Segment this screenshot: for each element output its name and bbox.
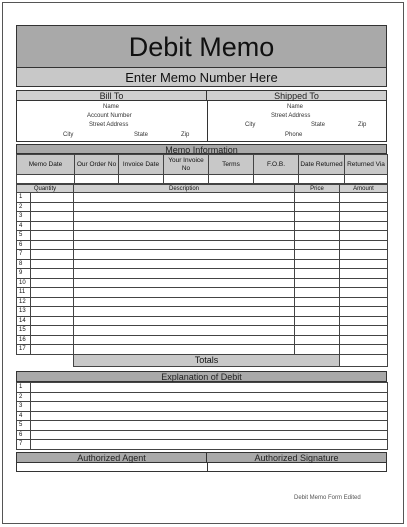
description-cell[interactable] <box>74 269 295 279</box>
item-row-number: 4 <box>17 221 31 231</box>
description-cell[interactable] <box>74 288 295 298</box>
price-cell[interactable] <box>295 335 340 345</box>
item-row-number: 6 <box>17 240 31 250</box>
price-cell[interactable] <box>295 307 340 317</box>
price-cell[interactable] <box>295 297 340 307</box>
our-order-cell[interactable] <box>75 175 119 184</box>
price-cell[interactable] <box>295 250 340 260</box>
terms-cell[interactable] <box>209 175 254 184</box>
description-cell[interactable] <box>74 307 295 317</box>
explanation-table <box>16 382 388 450</box>
authorized-agent-label: Authorized Agent <box>17 453 207 463</box>
quantity-cell[interactable] <box>31 259 74 269</box>
address-divider <box>207 101 208 141</box>
quantity-cell[interactable] <box>31 212 74 222</box>
explanation-row <box>17 392 388 402</box>
bill-zip-label: Zip <box>181 132 190 138</box>
explanation-cell[interactable] <box>31 430 388 440</box>
terms-header: Terms <box>209 155 254 175</box>
quantity-cell[interactable] <box>31 231 74 241</box>
item-row-number: 16 <box>17 335 31 345</box>
item-row <box>17 250 388 260</box>
explanation-row-number: 4 <box>17 411 31 421</box>
returned-via-cell[interactable] <box>345 175 388 184</box>
item-row <box>17 297 388 307</box>
price-cell[interactable] <box>295 240 340 250</box>
description-cell[interactable] <box>74 345 295 355</box>
item-row <box>17 202 388 212</box>
explanation-row <box>17 430 388 440</box>
address-section <box>16 90 387 142</box>
price-cell[interactable] <box>295 231 340 241</box>
explanation-row <box>17 402 388 412</box>
description-cell[interactable] <box>74 231 295 241</box>
explanation-section <box>16 371 387 450</box>
quantity-cell[interactable] <box>31 326 74 336</box>
price-cell[interactable] <box>295 193 340 203</box>
item-row <box>17 335 388 345</box>
explanation-cell[interactable] <box>31 421 388 431</box>
explanation-row-number: 2 <box>17 392 31 402</box>
amount-cell[interactable] <box>340 212 388 222</box>
authorized-signature-label: Authorized Signature <box>207 453 386 463</box>
description-cell[interactable] <box>74 326 295 336</box>
explanation-row <box>17 383 388 393</box>
price-cell[interactable] <box>295 288 340 298</box>
price-cell[interactable] <box>295 345 340 355</box>
memo-info-heading: Memo Information <box>16 144 387 154</box>
memo-date-cell[interactable] <box>17 175 75 184</box>
description-header: Description <box>74 185 295 193</box>
memo-sheet <box>2 2 404 524</box>
explanation-cell[interactable] <box>31 440 388 450</box>
ship-zip-label: Zip <box>358 122 367 128</box>
item-row-number: 17 <box>17 345 31 355</box>
explanation-cell[interactable] <box>31 392 388 402</box>
explanation-row-number: 3 <box>17 402 31 412</box>
item-row <box>17 326 388 336</box>
amount-cell[interactable] <box>340 288 388 298</box>
item-row <box>17 231 388 241</box>
footer-note: Debit Memo Form Edited <box>294 495 361 501</box>
description-cell[interactable] <box>74 221 295 231</box>
quantity-cell[interactable] <box>31 307 74 317</box>
memo-number-field[interactable]: Enter Memo Number Here <box>16 68 387 87</box>
bill-account-label: Account Number <box>87 113 132 119</box>
price-cell[interactable] <box>295 269 340 279</box>
ship-city-label: City <box>245 122 256 128</box>
bill-to-heading: Bill To <box>17 91 207 101</box>
item-row <box>17 316 388 326</box>
item-row-number: 3 <box>17 212 31 222</box>
amount-cell[interactable] <box>340 202 388 212</box>
item-row-number: 2 <box>17 202 31 212</box>
price-cell[interactable] <box>295 221 340 231</box>
date-returned-cell[interactable] <box>299 175 345 184</box>
explanation-row-number: 1 <box>17 383 31 393</box>
price-cell[interactable] <box>295 326 340 336</box>
item-row-number: 13 <box>17 307 31 317</box>
invoice-date-cell[interactable] <box>119 175 164 184</box>
item-row <box>17 345 388 355</box>
quantity-cell[interactable] <box>31 202 74 212</box>
fob-cell[interactable] <box>254 175 299 184</box>
item-row-number: 1 <box>17 193 31 203</box>
ship-name-label: Name <box>287 104 304 110</box>
memo-info-table <box>16 154 388 184</box>
signature-divider <box>207 463 208 471</box>
amount-cell[interactable] <box>340 335 388 345</box>
totals-amount-cell[interactable] <box>340 354 388 366</box>
your-invoice-header: Your Invoice No <box>164 155 209 175</box>
quantity-cell[interactable] <box>31 250 74 260</box>
description-cell[interactable] <box>74 278 295 288</box>
description-cell[interactable] <box>74 297 295 307</box>
ship-street-label: Street Address <box>271 113 311 119</box>
item-row-number: 14 <box>17 316 31 326</box>
price-cell[interactable] <box>295 259 340 269</box>
price-cell[interactable] <box>295 278 340 288</box>
quantity-cell[interactable] <box>31 345 74 355</box>
quantity-cell[interactable] <box>31 316 74 326</box>
item-row <box>17 278 388 288</box>
description-cell[interactable] <box>74 193 295 203</box>
explanation-cell[interactable] <box>31 411 388 421</box>
invoice-date-header: Invoice Date <box>119 155 164 175</box>
totals-spacer <box>17 354 74 366</box>
bill-street-label: Street Address <box>89 122 129 128</box>
quantity-cell[interactable] <box>31 269 74 279</box>
description-cell[interactable] <box>74 335 295 345</box>
quantity-cell[interactable] <box>31 335 74 345</box>
explanation-heading: Explanation of Debit <box>16 371 387 382</box>
item-row-number: 5 <box>17 231 31 241</box>
quantity-cell[interactable] <box>31 240 74 250</box>
item-row-number: 8 <box>17 259 31 269</box>
items-section <box>16 184 387 367</box>
amount-cell[interactable] <box>340 278 388 288</box>
item-row-number: 11 <box>17 288 31 298</box>
description-cell[interactable] <box>74 259 295 269</box>
item-row <box>17 288 388 298</box>
item-row <box>17 193 388 203</box>
amount-cell[interactable] <box>340 193 388 203</box>
bill-name-label: Name <box>103 104 120 110</box>
amount-header: Amount <box>340 185 388 193</box>
price-cell[interactable] <box>295 212 340 222</box>
amount-cell[interactable] <box>340 297 388 307</box>
description-cell[interactable] <box>74 240 295 250</box>
description-cell[interactable] <box>74 212 295 222</box>
price-cell[interactable] <box>295 316 340 326</box>
totals-label: Totals <box>74 354 340 366</box>
signature-section <box>16 452 387 472</box>
memo-info-section <box>16 144 387 184</box>
item-row <box>17 307 388 317</box>
price-header: Price <box>295 185 340 193</box>
returned-via-header: Returned Via <box>345 155 388 175</box>
item-row-number: 9 <box>17 269 31 279</box>
amount-cell[interactable] <box>340 345 388 355</box>
explanation-row-number: 5 <box>17 421 31 431</box>
quantity-cell[interactable] <box>31 193 74 203</box>
amount-cell[interactable] <box>340 326 388 336</box>
date-returned-header: Date Returned <box>299 155 345 175</box>
items-table <box>16 184 388 367</box>
explanation-row <box>17 421 388 431</box>
item-row-number: 7 <box>17 250 31 260</box>
item-row <box>17 221 388 231</box>
quantity-cell[interactable] <box>31 221 74 231</box>
memo-date-header: Memo Date <box>17 155 75 175</box>
description-cell[interactable] <box>74 250 295 260</box>
quantity-cell[interactable] <box>31 278 74 288</box>
bill-state-label: State <box>134 132 149 138</box>
explanation-row <box>17 411 388 421</box>
quantity-cell[interactable] <box>31 288 74 298</box>
fob-header: F.O.B. <box>254 155 299 175</box>
amount-cell[interactable] <box>340 250 388 260</box>
item-row-number: 15 <box>17 326 31 336</box>
ship-state-label: State <box>311 122 326 128</box>
item-row-number: 12 <box>17 297 31 307</box>
amount-cell[interactable] <box>340 221 388 231</box>
quantity-cell[interactable] <box>31 297 74 307</box>
item-row <box>17 212 388 222</box>
item-row <box>17 269 388 279</box>
price-cell[interactable] <box>295 202 340 212</box>
item-row-number: 10 <box>17 278 31 288</box>
bill-city-label: City <box>63 132 74 138</box>
ship-phone-label: Phone <box>285 132 303 138</box>
memo-title: Debit Memo <box>16 25 387 68</box>
explanation-cell[interactable] <box>31 402 388 412</box>
quantity-header: Quantity <box>17 185 74 193</box>
amount-cell[interactable] <box>340 231 388 241</box>
shipped-to-heading: Shipped To <box>207 91 386 101</box>
item-row <box>17 259 388 269</box>
amount-cell[interactable] <box>340 269 388 279</box>
description-cell[interactable] <box>74 202 295 212</box>
amount-cell[interactable] <box>340 259 388 269</box>
explanation-cell[interactable] <box>31 383 388 393</box>
explanation-row-number: 7 <box>17 440 31 450</box>
description-cell[interactable] <box>74 316 295 326</box>
amount-cell[interactable] <box>340 316 388 326</box>
amount-cell[interactable] <box>340 240 388 250</box>
item-row <box>17 240 388 250</box>
our-order-header: Our Order No <box>75 155 119 175</box>
amount-cell[interactable] <box>340 307 388 317</box>
explanation-row-number: 6 <box>17 430 31 440</box>
your-invoice-cell[interactable] <box>164 175 209 184</box>
explanation-row <box>17 440 388 450</box>
